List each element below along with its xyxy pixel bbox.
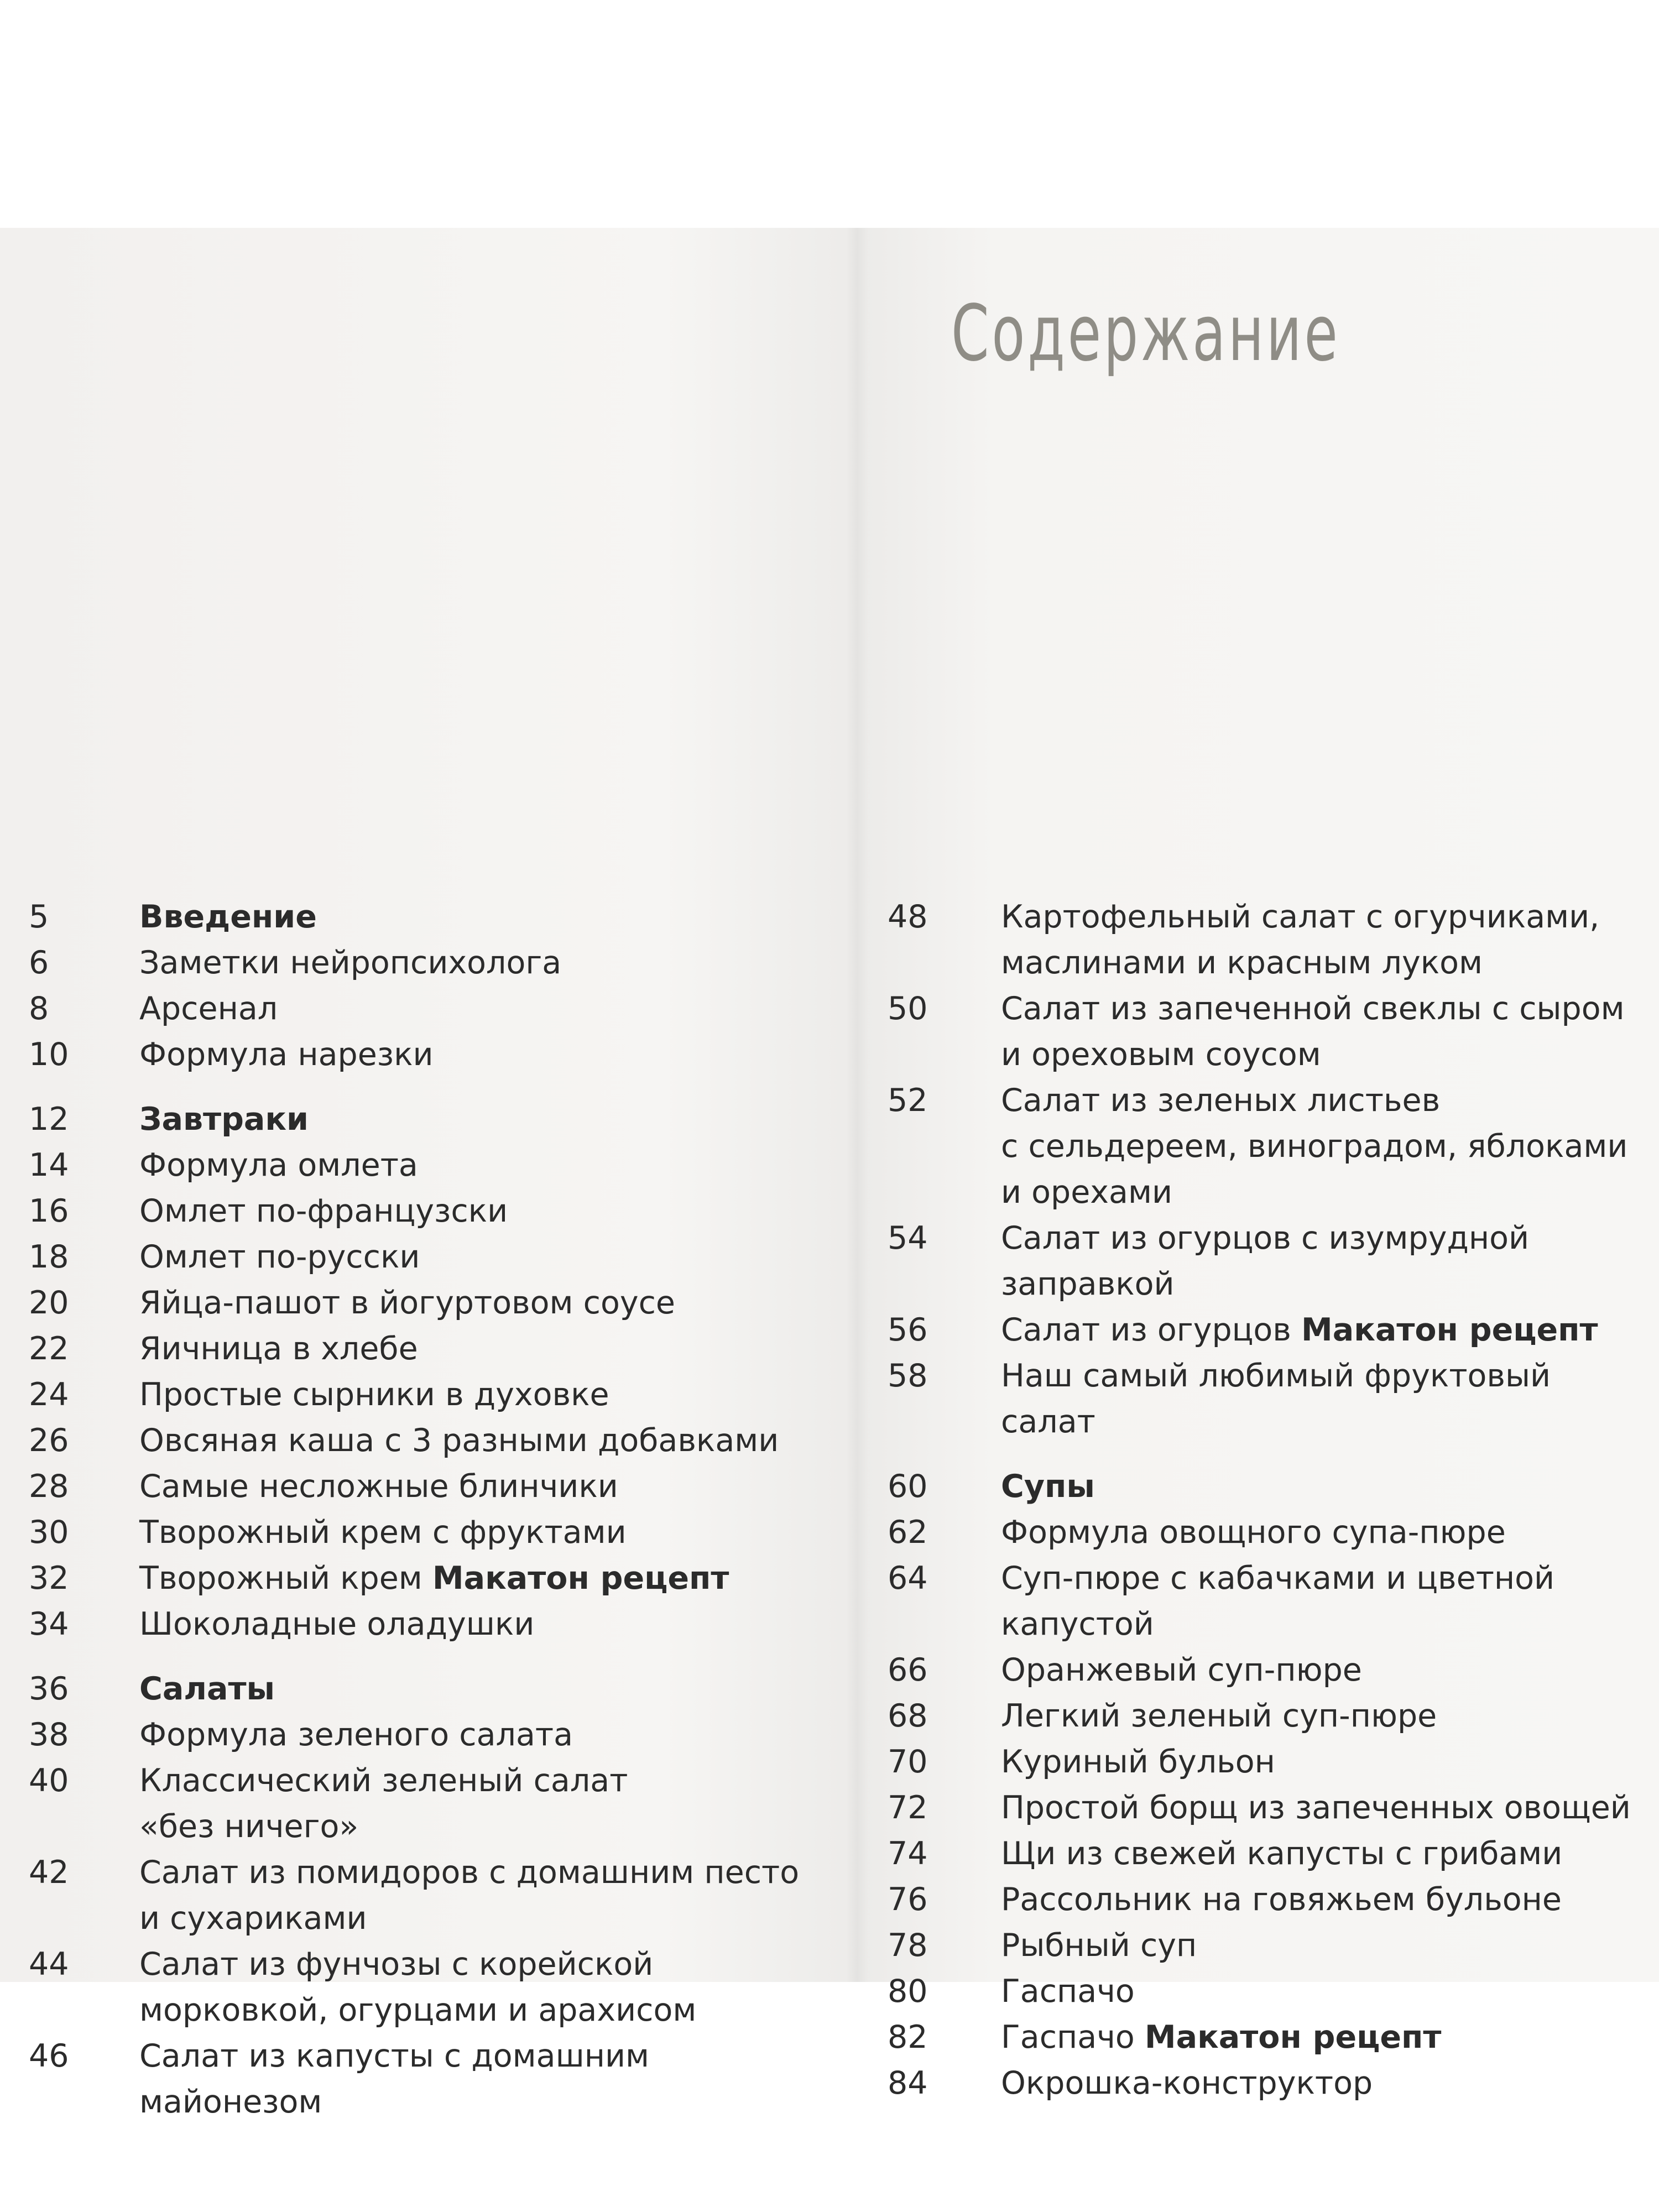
- toc-page-number: 56: [888, 1312, 928, 1348]
- toc-entry-row: [888, 894, 1645, 986]
- toc-entry-line: [139, 1188, 508, 1234]
- toc-entry-text: Омлет по-французски: [139, 1193, 508, 1229]
- toc-entry-row: [888, 1923, 1645, 1969]
- toc-entry-row: [888, 2015, 1645, 2060]
- toc-page-number: 58: [888, 1358, 928, 1394]
- toc-entry-line: [139, 1666, 275, 1712]
- toc-entry-title: [1001, 2060, 1373, 2106]
- toc-page-number: 22: [29, 1331, 69, 1367]
- toc-entry-title: [139, 1032, 434, 1078]
- toc-entry-line: [139, 1097, 309, 1142]
- toc-entry-row: [888, 1510, 1645, 1556]
- toc-entry-title: [139, 1372, 609, 1418]
- toc-entry-text: Наш самый любимый фруктовый: [1001, 1358, 1551, 1394]
- toc-entry-row: [888, 1693, 1645, 1739]
- toc-entry-line: [1001, 2015, 1441, 2060]
- toc-entry-text: Яйца-пашот в йогуртовом соусе: [139, 1285, 675, 1321]
- toc-entry-text: Формула омлета: [139, 1147, 418, 1183]
- toc-entry-line: [1001, 1923, 1197, 1969]
- toc-entry-line: [1001, 1877, 1562, 1923]
- toc-entry-title: [139, 1601, 534, 1647]
- toc-page-number: 78: [888, 1927, 928, 1964]
- toc-page-number: 68: [888, 1698, 928, 1734]
- toc-entry-text: с сельдереем, виноградом, яблоками: [1001, 1128, 1628, 1165]
- toc-entry-line: [1001, 1601, 1554, 1647]
- toc-entry-text: Салат из фунчозы с корейской: [139, 1946, 654, 1983]
- toc-entry-title: [139, 1234, 420, 1280]
- toc-entry-title: [1001, 1215, 1529, 1307]
- toc-entry-title: [139, 1326, 418, 1372]
- toc-entry-title: [1001, 1078, 1627, 1215]
- toc-entry-text: Оранжевый суп-пюре: [1001, 1652, 1362, 1688]
- toc-entry-row: [29, 1601, 825, 1647]
- toc-page-number: 38: [29, 1717, 69, 1753]
- toc-entry-line: [139, 1758, 628, 1804]
- toc-entry-text: капустой: [1001, 1606, 1154, 1642]
- toc-entry-row: [888, 1353, 1645, 1445]
- book-spine: [846, 228, 868, 1982]
- toc-entry-line: [139, 1142, 418, 1188]
- toc-entry-row: [888, 1556, 1645, 1647]
- toc-entry-text: Формула нарезки: [139, 1036, 434, 1073]
- toc-entry-title: [139, 1850, 799, 1942]
- toc-page-number: 30: [29, 1514, 69, 1551]
- toc-section-row: [29, 1097, 825, 1142]
- toc-entry-row: [29, 1326, 825, 1372]
- toc-entry-line: [139, 1032, 434, 1078]
- toc-entry-row: [29, 2033, 825, 2125]
- toc-page-number: 12: [29, 1101, 69, 1138]
- toc-entry-text: Рассольник на говяжьем бульоне: [1001, 1881, 1562, 1918]
- toc-entry-text: Омлет по-русски: [139, 1239, 420, 1275]
- toc-entry-line: [1001, 1353, 1551, 1399]
- toc-section-title: [1001, 1464, 1095, 1510]
- toc-entry-title: [1001, 1877, 1562, 1923]
- toc-entry-row: [888, 986, 1645, 1078]
- toc-entry-line: [139, 1896, 799, 1942]
- toc-entry-line: [1001, 1785, 1631, 1831]
- toc-page-number: 10: [29, 1036, 69, 1073]
- toc-entry-text: салат: [1001, 1404, 1095, 1440]
- toc-entry-row: [29, 1850, 825, 1942]
- toc-entry-text: Рыбный суп: [1001, 1927, 1197, 1964]
- toc-entry-title: [139, 1464, 618, 1510]
- toc-entry-line: [1001, 1739, 1275, 1785]
- toc-entry-line: [1001, 1078, 1627, 1124]
- toc-entry-title: [139, 1758, 628, 1850]
- toc-entry-text: Формула овощного супа-пюре: [1001, 1514, 1506, 1551]
- toc-page-number: 66: [888, 1652, 928, 1688]
- toc-entry-text: Творожный крем с фруктами: [139, 1514, 627, 1551]
- makaton-recipe-label: Макатон рецепт: [432, 1560, 729, 1597]
- toc-entry-text: Гаспачо: [1001, 1973, 1135, 2010]
- toc-entry-title: [139, 1188, 508, 1234]
- toc-entry-row: [888, 2060, 1645, 2106]
- toc-entry-row: [29, 1510, 825, 1556]
- toc-entry-line: [1001, 1464, 1095, 1510]
- toc-page-number: 72: [888, 1790, 928, 1826]
- toc-entry-row: [29, 1280, 825, 1326]
- toc-entry-line: [1001, 1556, 1554, 1601]
- toc-page-number: 18: [29, 1239, 69, 1275]
- toc-entry-line: [139, 1234, 420, 1280]
- toc-entry-line: [139, 1712, 573, 1758]
- toc-page-number: 52: [888, 1082, 928, 1119]
- toc-entry-line: [139, 1326, 418, 1372]
- toc-entry-line: [1001, 1693, 1437, 1739]
- toc-entry-text: майонезом: [139, 2084, 322, 2120]
- toc-entry-line: [1001, 1170, 1627, 1215]
- toc-entry-line: [139, 1987, 696, 2033]
- toc-entry-title: [1001, 2015, 1441, 2060]
- toc-entry-text: Щи из свежей капусты с грибами: [1001, 1835, 1563, 1872]
- toc-page-number: 74: [888, 1835, 928, 1872]
- toc-entry-line: [1001, 2060, 1373, 2106]
- toc-entry-row: [29, 1712, 825, 1758]
- toc-page-number: 62: [888, 1514, 928, 1551]
- toc-page-number: 64: [888, 1560, 928, 1597]
- toc-entry-text: Яичница в хлебе: [139, 1331, 418, 1367]
- toc-entry-line: [139, 1372, 609, 1418]
- toc-page-number: 48: [888, 899, 928, 935]
- toc-entry-title: [1001, 1556, 1554, 1647]
- toc-entry-row: [888, 1647, 1645, 1693]
- toc-entry-text: и орехами: [1001, 1174, 1172, 1211]
- toc-entry-line: [1001, 1215, 1529, 1261]
- toc-entry-row: [888, 1215, 1645, 1307]
- toc-entry-text: Салаты: [139, 1671, 275, 1707]
- toc-page-number: 60: [888, 1468, 928, 1505]
- toc-entry-row: [888, 1307, 1645, 1353]
- toc-entry-row: [888, 1969, 1645, 2015]
- toc-page-number: 44: [29, 1946, 69, 1983]
- toc-page-number: 54: [888, 1220, 928, 1256]
- toc-entry-row: [29, 986, 825, 1032]
- toc-entry-text: Салат из огурцов с изумрудной: [1001, 1220, 1530, 1256]
- toc-entry-text: Окрошка-конструктор: [1001, 2065, 1373, 2101]
- toc-page-number: 34: [29, 1606, 69, 1642]
- toc-entry-title: [1001, 1923, 1197, 1969]
- toc-entry-title: [139, 986, 278, 1032]
- toc-entry-text: Легкий зеленый суп-пюре: [1001, 1698, 1437, 1734]
- toc-entry-title: [139, 1712, 573, 1758]
- toc-entry-row: [29, 1556, 825, 1601]
- toc-entry-title: [1001, 1969, 1135, 2015]
- toc-entry-text: Арсенал: [139, 990, 278, 1027]
- toc-entry-title: [139, 1142, 418, 1188]
- toc-page-number: 16: [29, 1193, 69, 1229]
- toc-entry-title: [1001, 1353, 1551, 1445]
- toc-page-number: 46: [29, 2038, 69, 2074]
- toc-section-row: [888, 1464, 1645, 1510]
- toc-section-row: [29, 894, 825, 940]
- toc-entry-title: [1001, 1510, 1506, 1556]
- toc-page-number: 84: [888, 2065, 928, 2101]
- toc-page-number: 80: [888, 1973, 928, 2010]
- toc-entry-text: Суп-пюре с кабачками и цветной: [1001, 1560, 1555, 1597]
- toc-page-number: 6: [29, 945, 49, 981]
- toc-entry-text: морковкой, огурцами и арахисом: [139, 1992, 697, 2028]
- toc-entry-text: и сухариками: [139, 1900, 367, 1937]
- toc-page-number: 28: [29, 1468, 69, 1505]
- toc-entry-title: [1001, 1739, 1275, 1785]
- toc-entry-row: [29, 940, 825, 986]
- toc-entry-title: [1001, 894, 1599, 986]
- toc-entry-line: [139, 1850, 799, 1896]
- toc-entry-text: Салат из капусты с домашним: [139, 2038, 650, 2074]
- toc-entry-title: [139, 1280, 675, 1326]
- toc-page-number: 14: [29, 1147, 69, 1183]
- toc-entry-text: Классический зеленый салат: [139, 1762, 628, 1799]
- toc-page-number: 40: [29, 1762, 69, 1799]
- toc-entry-title: [1001, 1785, 1631, 1831]
- toc-entry-title: [1001, 986, 1625, 1078]
- toc-entry-line: [139, 1556, 729, 1601]
- toc-entry-text: Овсяная каша с 3 разными добавками: [139, 1422, 779, 1459]
- toc-entry-row: [888, 1078, 1645, 1215]
- toc-entry-text: «без ничего»: [139, 1808, 359, 1845]
- toc-entry-title: [139, 1510, 627, 1556]
- toc-entry-title: [1001, 1831, 1562, 1877]
- toc-entry-title: [139, 1942, 696, 2033]
- toc-entry-row: [888, 1831, 1645, 1877]
- toc-page-number: 8: [29, 990, 49, 1027]
- toc-entry-row: [29, 1142, 825, 1188]
- toc-entry-title: [139, 940, 561, 986]
- makaton-recipe-label: Макатон рецепт: [1301, 1312, 1598, 1348]
- toc-entry-title: [139, 1418, 779, 1464]
- toc-entry-line: [139, 940, 561, 986]
- toc-entry-line: [1001, 940, 1599, 986]
- toc-entry-row: [29, 1234, 825, 1280]
- toc-entry-title: [1001, 1307, 1598, 1353]
- toc-entry-text: Шоколадные оладушки: [139, 1606, 535, 1642]
- toc-entry-text: Салат из запеченной свеклы с сыром: [1001, 990, 1625, 1027]
- toc-entry-line: [1001, 1969, 1135, 2015]
- toc-entry-title: [1001, 1693, 1437, 1739]
- toc-entry-row: [29, 1758, 825, 1850]
- toc-entry-line: [1001, 1261, 1529, 1307]
- toc-entry-line: [1001, 894, 1599, 940]
- toc-entry-line: [139, 1804, 628, 1850]
- toc-entry-line: [1001, 1831, 1562, 1877]
- toc-entry-row: [888, 1785, 1645, 1831]
- toc-section-title: [139, 1097, 309, 1142]
- toc-section-row: [29, 1666, 825, 1712]
- toc-entry-line: [1001, 1032, 1625, 1078]
- toc-entry-row: [29, 1418, 825, 1464]
- toc-left-column: [29, 894, 825, 2125]
- toc-entry-line: [1001, 1510, 1506, 1556]
- toc-page-number: 26: [29, 1422, 69, 1459]
- toc-entry-title: [1001, 1647, 1362, 1693]
- toc-entry-line: [1001, 1307, 1598, 1353]
- toc-entry-text: и ореховым соусом: [1001, 1036, 1321, 1073]
- toc-right-column: [888, 894, 1645, 2106]
- toc-entry-row: [29, 1942, 825, 2033]
- toc-entry-row: [29, 1032, 825, 1078]
- toc-entry-text: Самые несложные блинчики: [139, 1468, 618, 1505]
- toc-entry-text: Формула зеленого салата: [139, 1717, 573, 1753]
- toc-entry-text: Творожный крем: [139, 1560, 432, 1597]
- toc-entry-text: Салат из помидоров с домашним песто: [139, 1854, 800, 1891]
- toc-entry-line: [1001, 1399, 1551, 1445]
- toc-page-number: 24: [29, 1376, 69, 1413]
- toc-entry-text: Простые сырники в духовке: [139, 1376, 609, 1413]
- toc-page-number: 70: [888, 1744, 928, 1780]
- toc-page-number: 42: [29, 1854, 69, 1891]
- toc-entry-line: [139, 986, 278, 1032]
- toc-entry-text: Заметки нейропсихолога: [139, 945, 562, 981]
- toc-entry-line: [139, 1510, 627, 1556]
- toc-entry-text: Введение: [139, 899, 317, 935]
- toc-entry-row: [888, 1877, 1645, 1923]
- toc-page-number: 5: [29, 899, 49, 935]
- toc-entry-text: Картофельный салат с огурчиками,: [1001, 899, 1600, 935]
- toc-entry-line: [1001, 986, 1625, 1032]
- toc-page-number: 50: [888, 990, 928, 1027]
- toc-entry-line: [139, 1601, 534, 1647]
- toc-entry-line: [139, 2079, 649, 2125]
- toc-section-title: [139, 1666, 275, 1712]
- toc-page-number: 32: [29, 1560, 69, 1597]
- toc-entry-text: Гаспачо: [1001, 2019, 1145, 2056]
- toc-entry-row: [888, 1739, 1645, 1785]
- makaton-recipe-label: Макатон рецепт: [1144, 2019, 1442, 2056]
- toc-page-number: 76: [888, 1881, 928, 1918]
- toc-entry-line: [1001, 1647, 1362, 1693]
- book-spread: [0, 228, 1659, 2120]
- toc-entry-row: [29, 1188, 825, 1234]
- toc-entry-text: Куриный бульон: [1001, 1744, 1275, 1780]
- toc-entry-line: [1001, 1124, 1627, 1170]
- page-title: Содержание: [951, 289, 1340, 379]
- toc-entry-text: маслинами и красным луком: [1001, 945, 1483, 981]
- toc-entry-line: [139, 1942, 696, 1987]
- toc-entry-text: заправкой: [1001, 1266, 1175, 1302]
- toc-page-number: 36: [29, 1671, 69, 1707]
- toc-section-title: [139, 894, 317, 940]
- toc-entry-title: [139, 1556, 729, 1601]
- toc-entry-text: Супы: [1001, 1468, 1095, 1505]
- toc-entry-line: [139, 2033, 649, 2079]
- toc-entry-line: [139, 1280, 675, 1326]
- toc-page-number: 82: [888, 2019, 928, 2056]
- toc-entry-text: Простой борщ из запеченных овощей: [1001, 1790, 1631, 1826]
- toc-entry-line: [139, 1418, 779, 1464]
- toc-entry-title: [139, 2033, 649, 2125]
- toc-page-number: 20: [29, 1285, 69, 1321]
- toc-entry-text: Завтраки: [139, 1101, 309, 1138]
- toc-entry-text: Салат из огурцов: [1001, 1312, 1302, 1348]
- toc-entry-line: [139, 1464, 618, 1510]
- toc-entry-text: Салат из зеленых листьев: [1001, 1082, 1441, 1119]
- toc-entry-row: [29, 1372, 825, 1418]
- toc-entry-row: [29, 1464, 825, 1510]
- toc-entry-line: [139, 894, 317, 940]
